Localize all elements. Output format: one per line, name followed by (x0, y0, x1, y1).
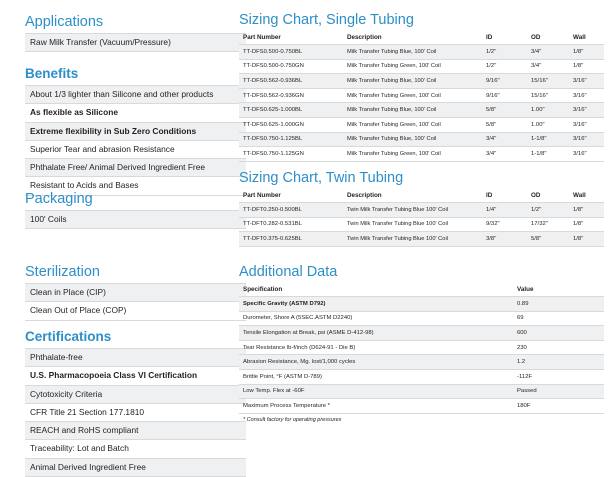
table-cell: Milk Transfer Tubing Green, 100' Coil (343, 59, 482, 74)
spec-cell: Low Temp. Flex at -60F (239, 384, 513, 399)
applications-heading: Applications (25, 14, 104, 30)
sterilization-list (25, 283, 246, 321)
column-header: Description (347, 34, 382, 41)
packaging-heading: Packaging (25, 191, 93, 207)
applications-section (25, 14, 246, 52)
table-cell: TT-DFS0.562-0.936GN (239, 88, 343, 103)
list-item: U.S. Pharmacopoeia Class VI Certification (25, 367, 246, 385)
table-cell: TT-DFS0.750-1.125GN (239, 147, 343, 162)
table-cell: 3/16" (569, 147, 604, 162)
table-cell: 9/16" (482, 74, 527, 89)
twin-tubing-table-body (239, 203, 604, 247)
column-header: Description (347, 192, 382, 199)
table-cell: Milk Transfer Tubing Green, 100' Coil (343, 147, 482, 162)
table-row (239, 74, 604, 89)
column-header: Value (517, 286, 534, 293)
twin-tubing-table (239, 189, 604, 247)
table-cell: 1-1/8" (527, 132, 569, 147)
table-cell: 1/4" (482, 203, 527, 218)
table-cell: 3/16" (569, 117, 604, 132)
additional-data-section (239, 264, 604, 423)
table-row (239, 369, 604, 384)
table-cell: 1/8" (569, 45, 604, 60)
column-header: OD (531, 34, 541, 41)
value-cell: 69 (513, 311, 604, 326)
value-cell: 180F (513, 399, 604, 414)
table-header-row (239, 189, 604, 203)
spec-cell: Tensile Elongation at Break, psi (ASME D-412-98) (239, 326, 513, 341)
table-cell: TT-DFS0.625-1.000GN (239, 117, 343, 132)
list-item: Phthalate-free (25, 348, 246, 367)
packaging-section (25, 191, 246, 229)
table-cell: 17/32" (527, 217, 569, 232)
list-item: Phthalate Free/ Animal Derived Ingredient Free (25, 159, 246, 177)
table-cell: 3/16" (569, 103, 604, 118)
twin-tubing-heading: Sizing Chart, Twin Tubing (239, 170, 404, 186)
table-cell: 1/8" (569, 59, 604, 74)
twin-tubing-section (239, 170, 604, 247)
table-row (239, 297, 604, 312)
single-tubing-heading: Sizing Chart, Single Tubing (239, 12, 414, 28)
table-cell: TT-DFS0.750-1.125BL (239, 132, 343, 147)
table-cell: 9/32" (482, 217, 527, 232)
value-cell: 0.89 (513, 297, 604, 312)
list-item: Extreme flexibility in Sub Zero Conditions (25, 123, 246, 141)
table-cell: 5/8" (482, 117, 527, 132)
table-row (239, 217, 604, 232)
list-item: CFR Title 21 Section 177.1810 (25, 404, 246, 422)
table-row (239, 88, 604, 103)
table-cell: 15/16" (527, 88, 569, 103)
column-header: Part Number (243, 34, 281, 41)
table-cell: Milk Transfer Tubing Blue, 100' Coil (343, 45, 482, 60)
table-cell: 1.00" (527, 117, 569, 132)
table-cell: Milk Transfer Tubing Green, 100' Coil (343, 88, 482, 103)
single-tubing-table (239, 31, 604, 162)
table-cell: 5/8" (482, 103, 527, 118)
spec-cell: Tear Resistance lb-f/inch (D624-91 - Die B) (239, 340, 513, 355)
column-header: ID (486, 192, 493, 199)
table-row (239, 132, 604, 147)
table-cell: 1.00" (527, 103, 569, 118)
certifications-section (25, 329, 246, 477)
sterilization-heading: Sterilization (25, 264, 100, 280)
table-cell: 3/4" (527, 45, 569, 60)
table-cell: Milk Transfer Tubing Blue, 100' Coil (343, 103, 482, 118)
table-row (239, 384, 604, 399)
table-cell: 3/4" (482, 132, 527, 147)
table-cell: TT-DFS0.562-0.936BL (239, 74, 343, 89)
table-cell: 3/4" (482, 147, 527, 162)
table-cell: 3/4" (527, 59, 569, 74)
sterilization-section (25, 264, 246, 321)
additional-data-table (239, 283, 604, 414)
list-item: Resistant to Acids and Bases (25, 177, 246, 195)
value-cell: -112F (513, 369, 604, 384)
column-header: ID (486, 34, 493, 41)
value-cell: 600 (513, 326, 604, 341)
table-row (239, 203, 604, 218)
table-row (239, 59, 604, 74)
list-item: Raw Milk Transfer (Vacuum/Pressure) (25, 33, 246, 52)
value-cell: Passed (513, 384, 604, 399)
single-tubing-section (239, 12, 604, 162)
table-row (239, 117, 604, 132)
column-header: Part Number (243, 192, 281, 199)
table-cell: 1/2" (482, 59, 527, 74)
value-cell: 230 (513, 340, 604, 355)
table-cell: TT-DFT0.375-0.625BL (239, 232, 343, 247)
table-cell: TT-DFS0.625-1.000BL (239, 103, 343, 118)
list-item: REACH and RoHS compliant (25, 422, 246, 440)
list-item: Superior Tear and abrasion Resistance (25, 141, 246, 159)
table-cell: 3/8" (482, 232, 527, 247)
footnote: * Consult factory for operating pressures (243, 416, 342, 423)
applications-list (25, 33, 246, 52)
table-cell: 1-1/8" (527, 147, 569, 162)
list-item: Traceability: Lot and Batch (25, 440, 246, 458)
table-row (239, 45, 604, 60)
spec-cell: Specific Gravity (ASTM D792) (239, 297, 513, 312)
benefits-list (25, 85, 246, 196)
spec-cell: Durometer, Shore A (5SEC.ASTM D2240) (239, 311, 513, 326)
list-item: As flexible as Silicone (25, 104, 246, 122)
table-row (239, 326, 604, 341)
table-row (239, 232, 604, 247)
table-row (239, 311, 604, 326)
table-cell: Twin Milk Transfer Tubing Blue 100' Coil (343, 203, 482, 218)
table-cell: Milk Transfer Tubing Green, 100' Coil (343, 117, 482, 132)
packaging-list (25, 210, 246, 229)
benefits-heading: Benefits (25, 66, 79, 81)
spec-cell: Maximum Process Temperature * (239, 399, 513, 414)
table-cell: 9/16" (482, 88, 527, 103)
spec-cell: Brittle Point, °F (ASTM D-789) (239, 369, 513, 384)
benefits-section (25, 66, 246, 196)
column-header: Wall (573, 192, 586, 199)
single-tubing-table-body (239, 45, 604, 162)
list-item: Clean in Place (CIP) (25, 283, 246, 302)
certifications-heading: Certifications (25, 329, 112, 344)
table-cell: 1/2" (527, 203, 569, 218)
table-row (239, 340, 604, 355)
list-item: Cytotoxicity Criteria (25, 386, 246, 404)
column-header: Wall (573, 34, 586, 41)
table-cell: 1/8" (569, 203, 604, 218)
table-cell: Milk Transfer Tubing Blue, 100' Coil (343, 74, 482, 89)
certifications-list (25, 348, 246, 477)
table-cell: 5/8" (527, 232, 569, 247)
table-cell: TT-DFS0.500-0.750BL (239, 45, 343, 60)
table-row (239, 147, 604, 162)
table-cell: 1/8" (569, 217, 604, 232)
additional-data-table-body (239, 297, 604, 414)
table-cell: 3/16" (569, 74, 604, 89)
table-cell: TT-DFS0.500-0.750GN (239, 59, 343, 74)
table-cell: 3/16" (569, 132, 604, 147)
spec-cell: Abrasion Resistance, Mg. lost/1,000 cycles (239, 355, 513, 370)
list-item: Clean Out of Place (COP) (25, 302, 246, 320)
additional-data-heading: Additional Data (239, 264, 338, 280)
table-cell: 3/16" (569, 88, 604, 103)
list-item: About 1/3 lighter than Silicone and other products (25, 85, 246, 104)
column-header: Specification (243, 286, 283, 293)
table-cell: TT-DFT0.282-0.531BL (239, 217, 343, 232)
list-item: 100' Coils (25, 210, 246, 229)
table-row (239, 399, 604, 414)
table-header-row (239, 283, 604, 297)
table-cell: Milk Transfer Tubing Blue, 100' Coil (343, 132, 482, 147)
table-cell: TT-DFT0.250-0.500BL (239, 203, 343, 218)
table-cell: Twin Milk Transfer Tubing Blue 100' Coil (343, 217, 482, 232)
table-cell: 1/8" (569, 232, 604, 247)
table-cell: Twin Milk Transfer Tubing Blue 100' Coil (343, 232, 482, 247)
value-cell: 1.2 (513, 355, 604, 370)
table-row (239, 355, 604, 370)
list-item: Animal Derived Ingredient Free (25, 459, 246, 477)
table-cell: 1/2" (482, 45, 527, 60)
table-cell: 15/16" (527, 74, 569, 89)
table-row (239, 103, 604, 118)
table-header-row (239, 31, 604, 45)
column-header: OD (531, 192, 541, 199)
